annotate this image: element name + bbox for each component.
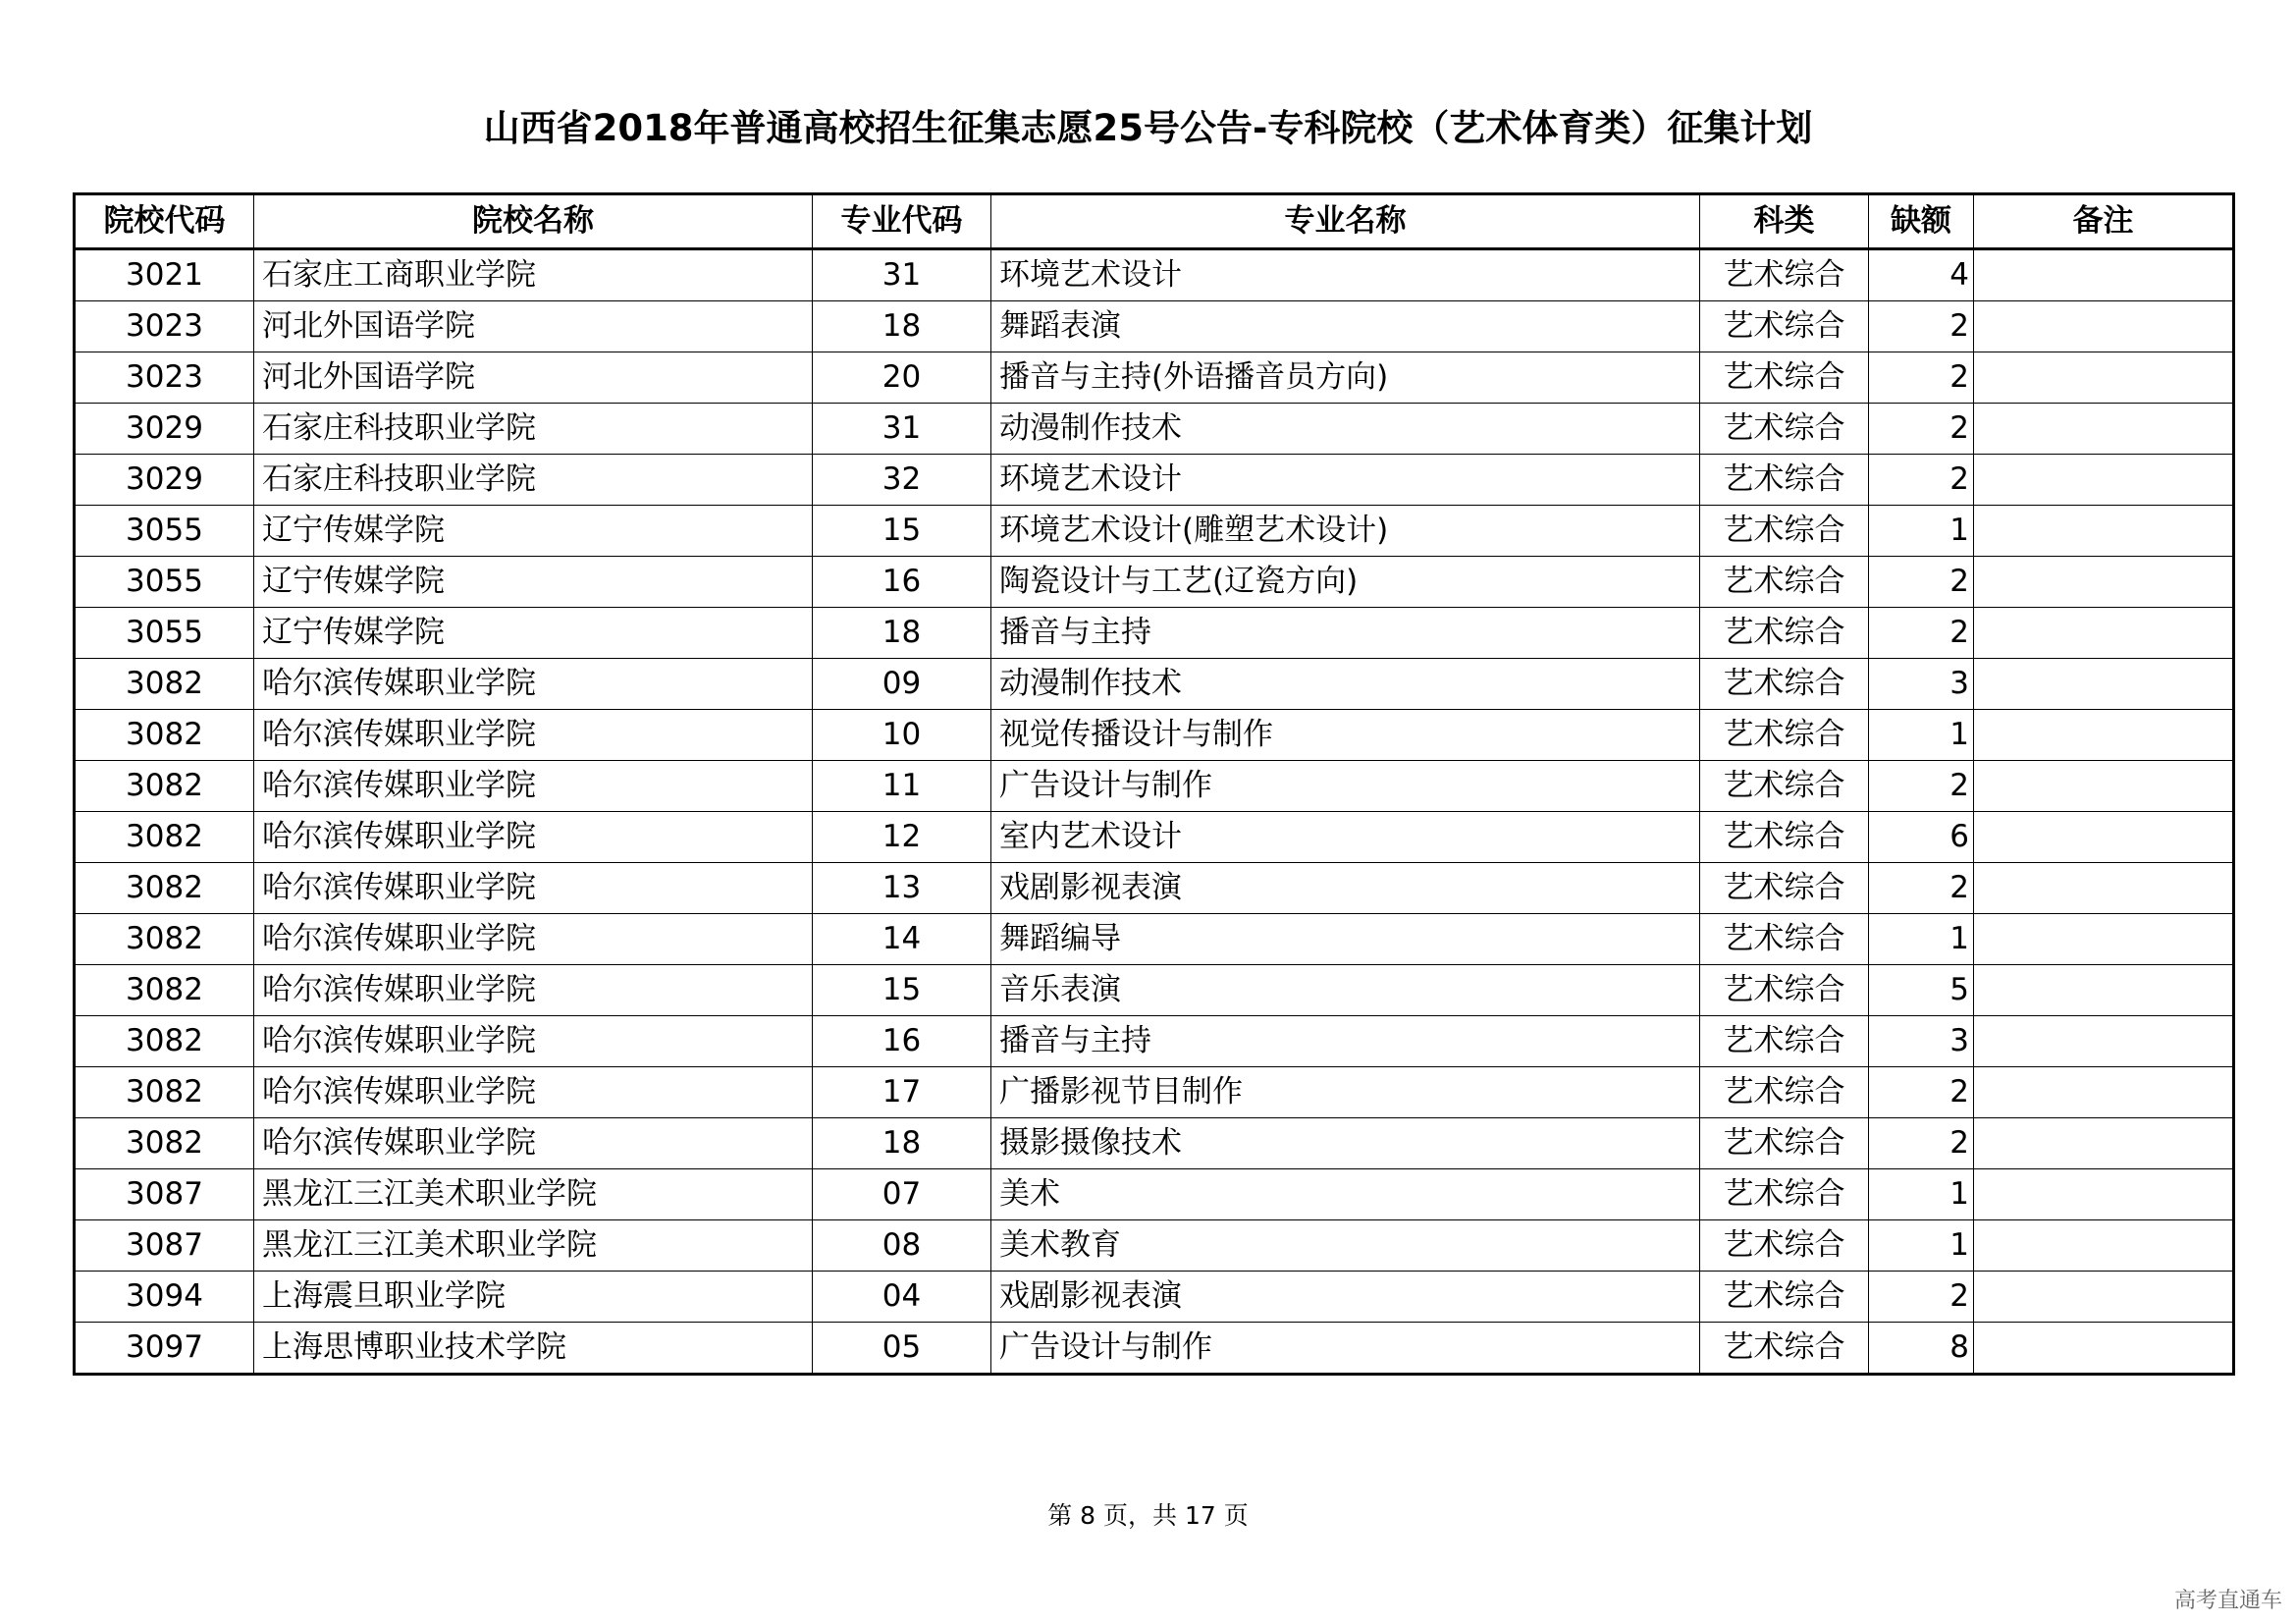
vacancy-cell: 5 [1869, 965, 1974, 1016]
category-cell: 艺术综合 [1700, 506, 1869, 557]
major-name-cell: 舞蹈表演 [991, 301, 1700, 352]
school-name-cell: 石家庄科技职业学院 [254, 404, 813, 455]
header-school-name: 院校名称 [254, 194, 813, 249]
category-cell: 艺术综合 [1700, 1118, 1869, 1169]
major-name-cell: 环境艺术设计(雕塑艺术设计) [991, 506, 1700, 557]
vacancy-cell: 2 [1869, 1272, 1974, 1323]
table-header-row [75, 194, 2234, 249]
major-name-cell: 音乐表演 [991, 965, 1700, 1016]
school-name-cell: 哈尔滨传媒职业学院 [254, 1067, 813, 1118]
school-name-cell: 石家庄科技职业学院 [254, 455, 813, 506]
major-name-cell: 环境艺术设计 [991, 455, 1700, 506]
major-name-cell: 视觉传播设计与制作 [991, 710, 1700, 761]
major-code-cell: 32 [813, 455, 991, 506]
table-row [75, 557, 2234, 608]
major-code-cell: 10 [813, 710, 991, 761]
school-code-cell: 3055 [75, 506, 254, 557]
category-cell: 艺术综合 [1700, 455, 1869, 506]
remarks-cell [1974, 1323, 2234, 1375]
table-row [75, 710, 2234, 761]
major-code-cell: 18 [813, 301, 991, 352]
vacancy-cell: 1 [1869, 1169, 1974, 1220]
vacancy-cell: 6 [1869, 812, 1974, 863]
school-code-cell: 3082 [75, 812, 254, 863]
school-code-cell: 3082 [75, 761, 254, 812]
major-code-cell: 31 [813, 404, 991, 455]
header-remarks: 备注 [1974, 194, 2234, 249]
major-code-cell: 14 [813, 914, 991, 965]
category-cell: 艺术综合 [1700, 965, 1869, 1016]
category-cell: 艺术综合 [1700, 249, 1869, 301]
school-name-cell: 上海思博职业技术学院 [254, 1323, 813, 1375]
school-name-cell: 哈尔滨传媒职业学院 [254, 812, 813, 863]
header-vacancy: 缺额 [1869, 194, 1974, 249]
watermark: 高考直通车 [2173, 1589, 2282, 1613]
remarks-cell [1974, 249, 2234, 301]
category-cell: 艺术综合 [1700, 404, 1869, 455]
major-code-cell: 15 [813, 965, 991, 1016]
school-code-cell: 3023 [75, 352, 254, 404]
school-code-cell: 3082 [75, 710, 254, 761]
category-cell: 艺术综合 [1700, 1323, 1869, 1375]
school-name-cell: 黑龙江三江美术职业学院 [254, 1169, 813, 1220]
page-number: 第 8 页，共 17 页 [1047, 1501, 1249, 1530]
category-cell: 艺术综合 [1700, 1067, 1869, 1118]
category-cell: 艺术综合 [1700, 608, 1869, 659]
vacancy-cell: 2 [1869, 1067, 1974, 1118]
category-cell: 艺术综合 [1700, 1016, 1869, 1067]
category-cell: 艺术综合 [1700, 659, 1869, 710]
table-row [75, 965, 2234, 1016]
major-code-cell: 17 [813, 1067, 991, 1118]
school-name-cell: 辽宁传媒学院 [254, 557, 813, 608]
remarks-cell [1974, 352, 2234, 404]
category-cell: 艺术综合 [1700, 914, 1869, 965]
table-row [75, 863, 2234, 914]
table-row [75, 659, 2234, 710]
school-name-cell: 辽宁传媒学院 [254, 506, 813, 557]
major-code-cell: 18 [813, 608, 991, 659]
school-code-cell: 3082 [75, 965, 254, 1016]
major-name-cell: 播音与主持(外语播音员方向) [991, 352, 1700, 404]
remarks-cell [1974, 608, 2234, 659]
major-code-cell: 18 [813, 1118, 991, 1169]
major-name-cell: 播音与主持 [991, 608, 1700, 659]
vacancy-cell: 8 [1869, 1323, 1974, 1375]
school-code-cell: 3055 [75, 608, 254, 659]
table-row [75, 1220, 2234, 1272]
remarks-cell [1974, 659, 2234, 710]
major-code-cell: 16 [813, 1016, 991, 1067]
school-code-cell: 3082 [75, 1118, 254, 1169]
school-name-cell: 哈尔滨传媒职业学院 [254, 1016, 813, 1067]
table-row [75, 914, 2234, 965]
remarks-cell [1974, 455, 2234, 506]
major-name-cell: 美术教育 [991, 1220, 1700, 1272]
major-name-cell: 动漫制作技术 [991, 404, 1700, 455]
remarks-cell [1974, 1169, 2234, 1220]
school-code-cell: 3055 [75, 557, 254, 608]
category-cell: 艺术综合 [1700, 761, 1869, 812]
school-name-cell: 哈尔滨传媒职业学院 [254, 659, 813, 710]
school-name-cell: 哈尔滨传媒职业学院 [254, 710, 813, 761]
vacancy-cell: 4 [1869, 249, 1974, 301]
school-name-cell: 哈尔滨传媒职业学院 [254, 965, 813, 1016]
school-name-cell: 石家庄工商职业学院 [254, 249, 813, 301]
header-major-code: 专业代码 [813, 194, 991, 249]
school-name-cell: 哈尔滨传媒职业学院 [254, 1118, 813, 1169]
remarks-cell [1974, 1272, 2234, 1323]
school-code-cell: 3029 [75, 404, 254, 455]
remarks-cell [1974, 404, 2234, 455]
school-name-cell: 上海震旦职业学院 [254, 1272, 813, 1323]
remarks-cell [1974, 506, 2234, 557]
major-code-cell: 20 [813, 352, 991, 404]
table-row [75, 1169, 2234, 1220]
major-name-cell: 室内艺术设计 [991, 812, 1700, 863]
major-code-cell: 12 [813, 812, 991, 863]
major-code-cell: 08 [813, 1220, 991, 1272]
school-code-cell: 3082 [75, 863, 254, 914]
school-code-cell: 3097 [75, 1323, 254, 1375]
major-name-cell: 广告设计与制作 [991, 761, 1700, 812]
table-row [75, 1323, 2234, 1375]
table-row [75, 404, 2234, 455]
major-name-cell: 舞蹈编导 [991, 914, 1700, 965]
school-code-cell: 3023 [75, 301, 254, 352]
vacancy-cell: 1 [1869, 506, 1974, 557]
major-code-cell: 16 [813, 557, 991, 608]
table-row [75, 812, 2234, 863]
remarks-cell [1974, 812, 2234, 863]
table-row [75, 352, 2234, 404]
remarks-cell [1974, 1220, 2234, 1272]
major-name-cell: 陶瓷设计与工艺(辽瓷方向) [991, 557, 1700, 608]
vacancy-cell: 3 [1869, 659, 1974, 710]
table-row [75, 506, 2234, 557]
school-name-cell: 哈尔滨传媒职业学院 [254, 863, 813, 914]
major-name-cell: 播音与主持 [991, 1016, 1700, 1067]
remarks-cell [1974, 710, 2234, 761]
table-row [75, 249, 2234, 301]
remarks-cell [1974, 1067, 2234, 1118]
major-name-cell: 戏剧影视表演 [991, 1272, 1700, 1323]
major-name-cell: 广播影视节目制作 [991, 1067, 1700, 1118]
major-name-cell: 广告设计与制作 [991, 1323, 1700, 1375]
table-row [75, 1118, 2234, 1169]
remarks-cell [1974, 1016, 2234, 1067]
category-cell: 艺术综合 [1700, 863, 1869, 914]
school-name-cell: 哈尔滨传媒职业学院 [254, 914, 813, 965]
page-title: 山西省2018年普通高校招生征集志愿25号公告-专科院校（艺术体育类）征集计划 [483, 107, 1813, 149]
school-code-cell: 3029 [75, 455, 254, 506]
table-row [75, 761, 2234, 812]
vacancy-cell: 2 [1869, 557, 1974, 608]
major-name-cell: 环境艺术设计 [991, 249, 1700, 301]
school-name-cell: 辽宁传媒学院 [254, 608, 813, 659]
vacancy-cell: 1 [1869, 914, 1974, 965]
category-cell: 艺术综合 [1700, 710, 1869, 761]
header-school-code: 院校代码 [75, 194, 254, 249]
school-code-cell: 3082 [75, 659, 254, 710]
remarks-cell [1974, 965, 2234, 1016]
major-code-cell: 13 [813, 863, 991, 914]
school-code-cell: 3082 [75, 914, 254, 965]
school-name-cell: 哈尔滨传媒职业学院 [254, 761, 813, 812]
school-code-cell: 3087 [75, 1220, 254, 1272]
school-code-cell: 3094 [75, 1272, 254, 1323]
vacancy-cell: 3 [1869, 1016, 1974, 1067]
vacancy-cell: 2 [1869, 455, 1974, 506]
vacancy-cell: 2 [1869, 863, 1974, 914]
table-row [75, 1067, 2234, 1118]
remarks-cell [1974, 914, 2234, 965]
category-cell: 艺术综合 [1700, 1220, 1869, 1272]
school-code-cell: 3082 [75, 1016, 254, 1067]
remarks-cell [1974, 301, 2234, 352]
vacancy-cell: 2 [1869, 1118, 1974, 1169]
header-category: 科类 [1700, 194, 1869, 249]
major-code-cell: 31 [813, 249, 991, 301]
major-code-cell: 09 [813, 659, 991, 710]
table-row [75, 1016, 2234, 1067]
major-code-cell: 07 [813, 1169, 991, 1220]
school-name-cell: 河北外国语学院 [254, 301, 813, 352]
enrollment-table-container [73, 192, 2232, 1376]
vacancy-cell: 2 [1869, 608, 1974, 659]
category-cell: 艺术综合 [1700, 812, 1869, 863]
major-code-cell: 11 [813, 761, 991, 812]
category-cell: 艺术综合 [1700, 352, 1869, 404]
category-cell: 艺术综合 [1700, 557, 1869, 608]
category-cell: 艺术综合 [1700, 1272, 1869, 1323]
remarks-cell [1974, 761, 2234, 812]
major-code-cell: 04 [813, 1272, 991, 1323]
vacancy-cell: 1 [1869, 710, 1974, 761]
table-row [75, 455, 2234, 506]
major-name-cell: 动漫制作技术 [991, 659, 1700, 710]
remarks-cell [1974, 863, 2234, 914]
major-name-cell: 摄影摄像技术 [991, 1118, 1700, 1169]
vacancy-cell: 1 [1869, 1220, 1974, 1272]
table-row [75, 301, 2234, 352]
remarks-cell [1974, 557, 2234, 608]
school-name-cell: 黑龙江三江美术职业学院 [254, 1220, 813, 1272]
table-row [75, 608, 2234, 659]
remarks-cell [1974, 1118, 2234, 1169]
vacancy-cell: 2 [1869, 404, 1974, 455]
category-cell: 艺术综合 [1700, 301, 1869, 352]
enrollment-plan-table [73, 192, 2235, 1376]
category-cell: 艺术综合 [1700, 1169, 1869, 1220]
school-code-cell: 3021 [75, 249, 254, 301]
major-code-cell: 05 [813, 1323, 991, 1375]
school-name-cell: 河北外国语学院 [254, 352, 813, 404]
major-name-cell: 美术 [991, 1169, 1700, 1220]
school-code-cell: 3087 [75, 1169, 254, 1220]
table-row [75, 1272, 2234, 1323]
header-major-name: 专业名称 [991, 194, 1700, 249]
major-name-cell: 戏剧影视表演 [991, 863, 1700, 914]
vacancy-cell: 2 [1869, 761, 1974, 812]
vacancy-cell: 2 [1869, 352, 1974, 404]
school-code-cell: 3082 [75, 1067, 254, 1118]
major-code-cell: 15 [813, 506, 991, 557]
vacancy-cell: 2 [1869, 301, 1974, 352]
table-body [75, 249, 2234, 1375]
